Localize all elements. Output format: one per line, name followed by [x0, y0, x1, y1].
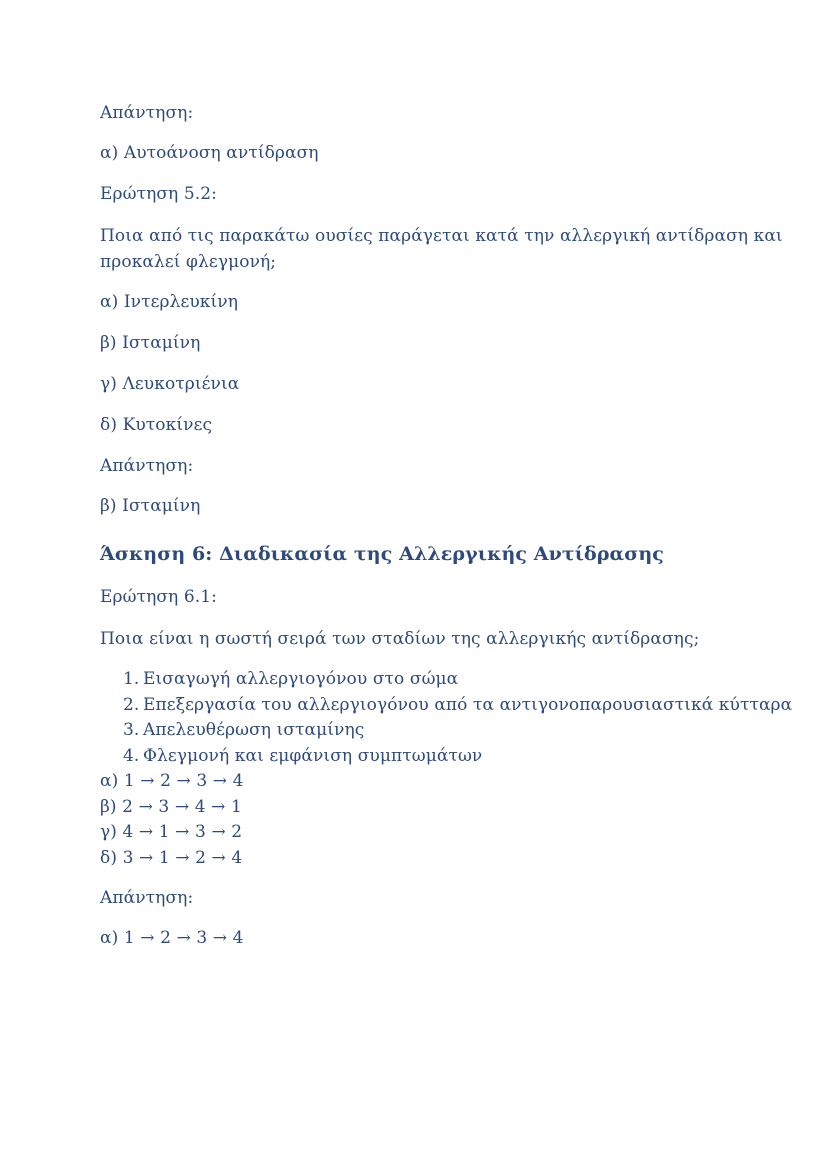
question-heading-6-1: Ερώτηση 6.1: — [100, 587, 218, 607]
answer-value-6-1: α) 1 → 2 → 3 → 4 — [100, 928, 244, 948]
question-heading-5-2: Ερώτηση 5.2: — [100, 184, 218, 204]
answer-value-5-1: α) Αυτοάνοση αντίδραση — [100, 143, 319, 163]
answer-value-5-2: β) Ισταμίνη — [100, 496, 201, 516]
option-6-1-a: α) 1 → 2 → 3 → 4 — [100, 771, 244, 791]
option-6-1-d: δ) 3 → 1 → 2 → 4 — [100, 847, 243, 868]
option-5-2-b: β) Ισταμίνη — [100, 333, 201, 353]
step-item-3: Απελευθέρωση ισταμίνης — [143, 720, 365, 740]
question-text-5-2 — [100, 223, 798, 275]
question-text-line: προκαλεί φλεγμονή; — [100, 252, 277, 272]
answer-label-5-1: Απάντηση: — [100, 103, 194, 123]
sequence-options — [100, 769, 798, 871]
option-5-2-d: δ) Κυτοκίνες — [100, 415, 213, 435]
answer-label-5-2: Απάντηση: — [100, 456, 194, 476]
step-item-1: Εισαγωγή αλλεργιογόνου στο σώμα — [143, 669, 459, 689]
option-6-1-c: γ) 4 → 1 → 3 → 2 — [100, 822, 243, 842]
option-6-1-b: β) 2 → 3 → 4 → 1 — [100, 796, 242, 817]
option-5-2-c: γ) Λευκοτριένια — [100, 374, 240, 394]
exercise-6-heading: Άσκηση 6: Διαδικασία της Αλλεργικής Αντίδρασης — [100, 543, 664, 565]
answer-label-6-1: Απάντηση: — [100, 888, 194, 908]
option-5-2-a: α) Ιντερλευκίνη — [100, 292, 238, 312]
question-text-6-1: Ποια είναι η σωστή σειρά των σταδίων της αλλεργικής αντίδρασης; — [100, 629, 700, 649]
steps-list — [100, 667, 798, 769]
step-item-4: Φλεγμονή και εμφάνιση συμπτωμάτων — [143, 745, 483, 766]
question-text-line: Ποια από τις παρακάτω ουσίες παράγεται κατά την αλλεργική αντίδραση και — [100, 226, 783, 246]
step-item-2: Επεξεργασία του αλλεργιογόνου από τα αντιγονοπαρουσιαστικά κύτταρα — [143, 694, 793, 715]
